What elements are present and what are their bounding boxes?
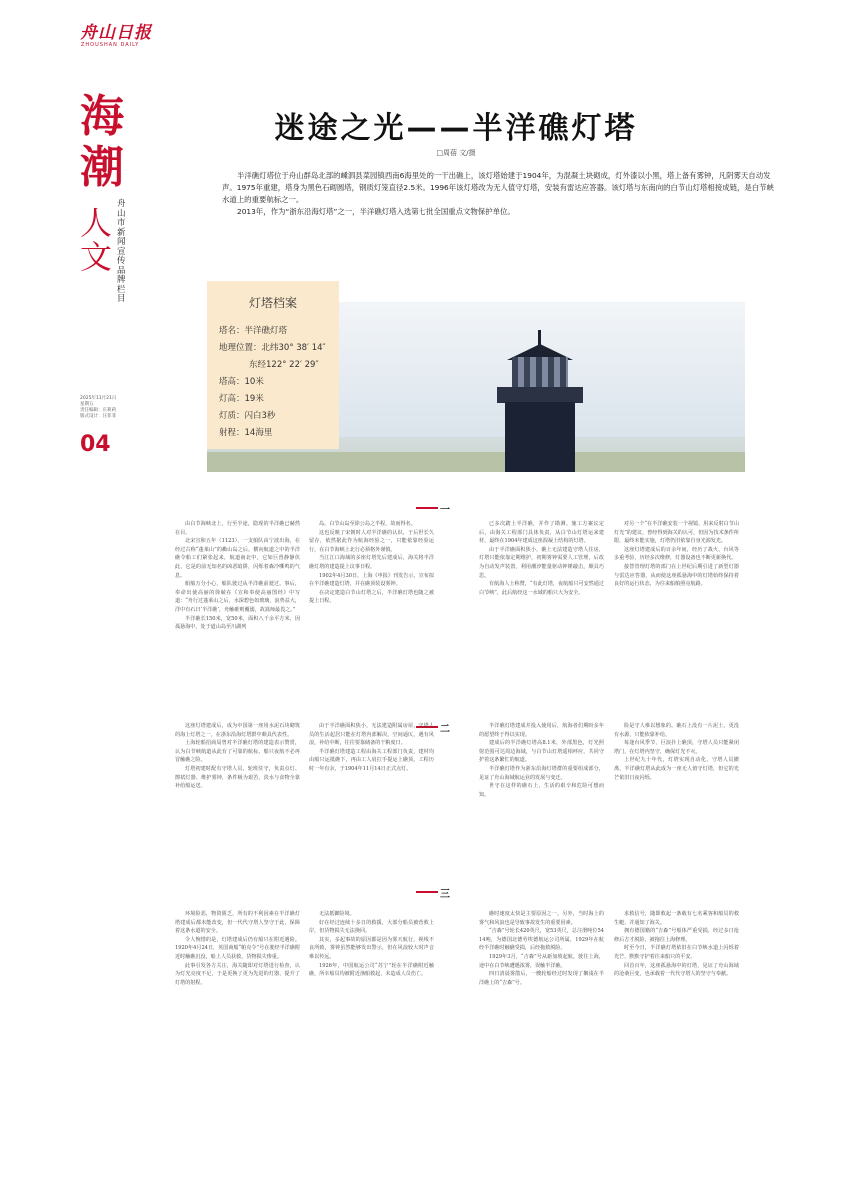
body-paragraph: 半洋礁灯塔建成并投入使用后，航海者们期盼多年的愿望终于得以实现。 [479,723,604,738]
body-paragraph: 由白节海峡北上，行至半途，隐现的半洋礁已赫然在目。 [175,521,300,536]
body-paragraph: 时至今日，半洋礁灯塔依旧在白节峡水道上闪烁着光芒，默默守护着往来船只的平安。 [614,945,739,960]
masthead-logo: 舟山日报 [80,23,152,43]
body-paragraph: 此事引发各方关注，海关随即对灯塔进行检查，认为灯光亮度不足，于是更换了更为先进的灯器，提升了灯塔的射程。 [175,962,300,986]
body-column [309,910,434,979]
body-paragraph: “吉森”号轮长420英尺，宽53英尺，总注册吨位5414吨，为德国北德劳埃德航运公司所属，1929年在航经半洋礁时触礁受损，后经拖救脱险。 [479,928,604,952]
info-latitude: 地理位置：北纬30° 38′ 14″ [219,343,326,353]
body-paragraph: 1926年，中国航运公司“苏宁”轮在半洋礁附近触礁，所幸船员均被附近渔船救起，未造成人员伤亡。 [309,962,434,978]
body-paragraph: 每逢台风季节，巨浪扑上礁顶，守塔人员只能紧闭塔门，在灯塔内坚守，确保灯光不灭。 [614,740,739,755]
body-paragraph: 半洋礁长150米，宽50米，面积八千余平方米，因孤悬海中，处于道山岛至川湖列 [175,615,300,631]
info-tower-name: 塔名：半洋礁灯塔 [219,326,288,336]
body-paragraph: 岛，白节山岛至徐公岛之半程，故而得名。 [319,521,416,527]
body-paragraph: 这座灯塔建成后的百余年间，经历了战火、台风等多重考验，历经多次维修，灯器设备也不断更新换代。 [614,546,739,562]
lighthouse-tower [505,402,575,472]
article-byline: □周蓓 文/摄 [436,149,476,157]
article-intro [222,170,774,218]
photo-ground [207,452,745,472]
page-number: 04 [80,432,111,457]
body-paragraph: 回首百年，这座孤悬海中的灯塔，见证了舟山海域的沧桑巨变，也承载着一代代守塔人的坚守与奉献。 [614,962,739,978]
issue-weekday: 星期五 [80,402,94,407]
body-paragraph: 好在经过连续十多日的救援，大部分船员被营救上岸，但货物损失无法挽回。 [309,919,434,935]
designer-credit: 版式设计：汪菲菲 [80,414,116,419]
body-paragraph: 险是守人难以想象的。礁石上没有一片泥土，更没有水源，只能依靠补给。 [614,723,739,738]
intro-paragraph: 2013年，作为“浙东沿海灯塔”之一，半洋礁灯塔入选第七批全国重点文物保护单位。 [237,207,515,216]
body-paragraph: 船舶万分小心，船队驶过从半洋礁前驶过。事后，奉命出使高丽的徐兢在《宣和奉使高丽图经》中写道：“舟行过蓬莱山之后，水深碧色如玻璃，浪势益大，洋中有石曰‘半洋礁’，舟触碓则覆溺，故篙师最畏之。” [175,581,300,613]
body-paragraph: 这也反映了宋朝时人对半洋礁的认识，于后世长久留存，依然据此作为航海经验之一，只能依靠经验运行，在白节海峡上北行必须格外谨慎。 [309,529,434,553]
body-paragraph: 由于半洋礁面积狭小，无法建造附属房屋，守塔人员的生活起居只能在灯塔内部解决，空间逼仄，遇有风浪，补给中断，往往要靠储备的干粮度日。 [309,723,434,747]
body-paragraph: 已多次踏上半洋礁，并作了勘测。施工方案议定后，由海关工程部门具体负责，从白节山灯塔运来建材，最终在1904年建成这座混凝土结构的灯塔。 [479,521,604,545]
masthead-subtitle: ZHOUSHAN DAILY [81,42,140,48]
body-paragraph: 1929年3月，“吉森”号从新加坡起航，驶往上海，途中在白节峡遭遇浓雾，误触半洋礁。 [479,953,604,969]
section-marker-1 [416,503,476,516]
intro-paragraph: 半洋礁灯塔位于舟山群岛北部的嵊泗县菜园镇西南6海里处的一干出礁上，该灯塔始建于1904年，为混凝土块砌成，灯外漆以小黑，塔上备有雾钟，凡阴雾天自动发声。1975年重建，塔身为黑色石砌圆塔，钢质灯笼直径2.5米。1996年该灯塔改为无人值守灯塔，安装有雷达应答器。该灯塔与东南向的白节山灯塔相接成链，是白节峡水道上的重要航标之一。 [222,171,774,204]
body-column [479,520,604,597]
info-card-list [219,323,337,442]
body-column [309,520,434,606]
page-meta [80,396,130,420]
body-paragraph: 半洋礁灯塔作为浙东沿海灯塔群的重要组成部分，见证了舟山海域航运业的发展与变迁。 [479,765,604,781]
body-column [175,520,300,632]
body-column [309,722,434,774]
marker-bar [416,507,438,509]
info-range: 射程：14海里 [219,428,273,438]
body-paragraph: 由于半洋礁面积狭小，礁上无法建造守塔人住房，灯塔只能依靠定期维护，初期雾钟需要人工管理，后改为自动发声装置，利用潮汐能量驱动钟锤敲击，颇具巧思。 [479,546,604,579]
body-paragraph: 上海轮船招商局曾对半洋礁灯塔的建造表示赞赏，认为白节峡航道从此有了可靠的航标，船只夜航不必再冒触礁之险。 [175,740,300,764]
body-column [479,722,604,799]
body-column [614,722,739,782]
body-paragraph: 建成后的半洋礁灯塔高8.1米，外部黑色，灯光照射范围可达周边海域，与白节山灯塔遥相呼应，共同守护着这条繁忙的航道。 [479,740,604,764]
info-longitude: 东经122° 22′ 29″ [249,360,319,370]
body-paragraph: 礁时速度太快是主要原因之一。另外，当时海上的雾气和风浪也是导致事故发生的重要因素。 [479,911,604,926]
body-column [614,910,739,979]
marker-number: 二 [440,724,450,735]
body-paragraph: 这座灯塔建成后，成为中国第一座用水泥石块砌筑的海上灯塔之一，在浙东沿海灯塔群中颇具代表性。 [175,723,300,738]
body-paragraph: 1902年4月30日，上海《申报》刊发告示，宣布拟在半洋礁建造灯塔，并在礁顶装设雾钟。 [309,572,434,588]
lighthouse-lantern [512,357,568,389]
body-paragraph: 对另一个“在半洋礁安装一个视镜，用来反射白节山灯光”的建议，曾经得到海关的认可，但因为技术条件所限，最终未能实施，灯塔仍旧依靠自身光源发光。 [614,521,739,545]
section-char-1: 海 [80,91,124,142]
body-paragraph: 有航海人士称赞，“有此灯塔，夜航船只可安然通过白节峡”，此后航经这一水域的船只大为安全。 [479,581,604,596]
section-subtitle: 舟山市新闻宣传品牌栏目 [117,199,126,304]
issue-date: 2025年11月21日 [80,396,117,401]
body-column [614,520,739,589]
body-paragraph: 拥有德国籍的“吉森”号船体严重受损，经过多日抢修后方才脱险，被拖往上海修理。 [614,928,739,943]
body-paragraph: 当江江口海域的多座灯塔先后建成后，海关将半洋礁灯塔的建造提上议事日程。 [309,555,434,570]
body-paragraph: 求救信号，随即救起一条载有七名乘客和船员的救生艇，并通知了海关。 [614,911,739,926]
body-column [175,910,300,987]
body-paragraph: 无法抵御险境。 [319,911,355,917]
marker-bar [416,891,438,893]
body-paragraph: 接替管理灯塔的部门在上世纪后期引进了新型灯器与雷达应答器，从而使这座孤悬海中的灯塔始终保持着良好的运行状态，为往来船舶照亮航路。 [614,563,739,588]
body-column [175,722,300,791]
info-card-title: 灯塔档案 [248,296,297,310]
section-char-2: 潮 [80,142,124,193]
lighthouse-gallery [497,387,583,403]
body-paragraph: 灯塔初建时配有守塔人员，轮班驻守，负责点灯、擦拭灯器、维护雾钟，条件极为艰苦，淡水与食物全靠补给船运送。 [175,765,300,790]
body-paragraph: 其实，多起事故的原因都是因为雾天航行，视线不良所致，雾钟虽然能够发出警示，但在风浪较大时声音难以传远。 [309,936,434,960]
section-marker-3 [416,887,476,900]
article-title: 迷途之光——半洋礁灯塔 [274,111,638,146]
body-paragraph: 世守在这样的礁石上，生活的艰辛和危险可想而知。 [479,783,604,798]
body-paragraph: 令人惋惜的是，灯塔建成后仍有船只在附近遇险。1920年4月24日，英国商船“帕克令”号在驶经半洋礁附近时触礁沉没，船上人员获救，货物损失惨重。 [175,936,300,960]
body-paragraph: 四日清晨雾散后，一艘轮船经过时发现了搁浅在半洋礁上的“吉森”号。 [479,971,604,986]
body-paragraph: 在决定建造白节山灯塔之后，半洋礁灯塔也随之被提上日程。 [309,589,434,605]
marker-number: 一 [440,505,450,516]
info-light-height: 灯高：19米 [219,394,264,404]
lighthouse-info-card [207,281,339,449]
section-char-3: 人文 [80,204,113,276]
info-tower-height: 塔高：10米 [219,377,264,387]
marker-number: 三 [440,889,450,900]
body-paragraph: 上世纪九十年代，灯塔实现自动化，守塔人员撤离，半洋礁灯塔从此成为一座无人值守灯塔，但它的光芒依旧日夜闪烁。 [614,757,739,781]
body-paragraph: 半洋礁灯塔建造工程由海关工程部门负责，建材均由船只运抵礁下，再由工人肩扛手提运上礁顶。工程历时一年有余，于1904年11月14日正式点灯。 [309,748,434,772]
body-column [479,910,604,987]
body-paragraph: 北宋宣和五年（1123），一支船队由宁波出海，在经过古称“蓬莱山”的衢山岛之后，横向航道之中的半洋礁令船工们紧张起来，航道南北中，它如巨兽静静伏此，它是的前无知名的凶恶暗阱，闪烁着森冷嘶鸣的气息。 [175,538,300,579]
info-light-character: 灯质：闪白3秒 [219,411,276,421]
body-paragraph: 环境险恶，物资匮乏，所有的不利因素在半洋礁灯塔建成后都未能改变，但一代代守塔人坚守于此，保障着这条水道的安全。 [175,911,300,935]
editor-credit: 责任编辑：庄莉莉 [80,408,116,413]
